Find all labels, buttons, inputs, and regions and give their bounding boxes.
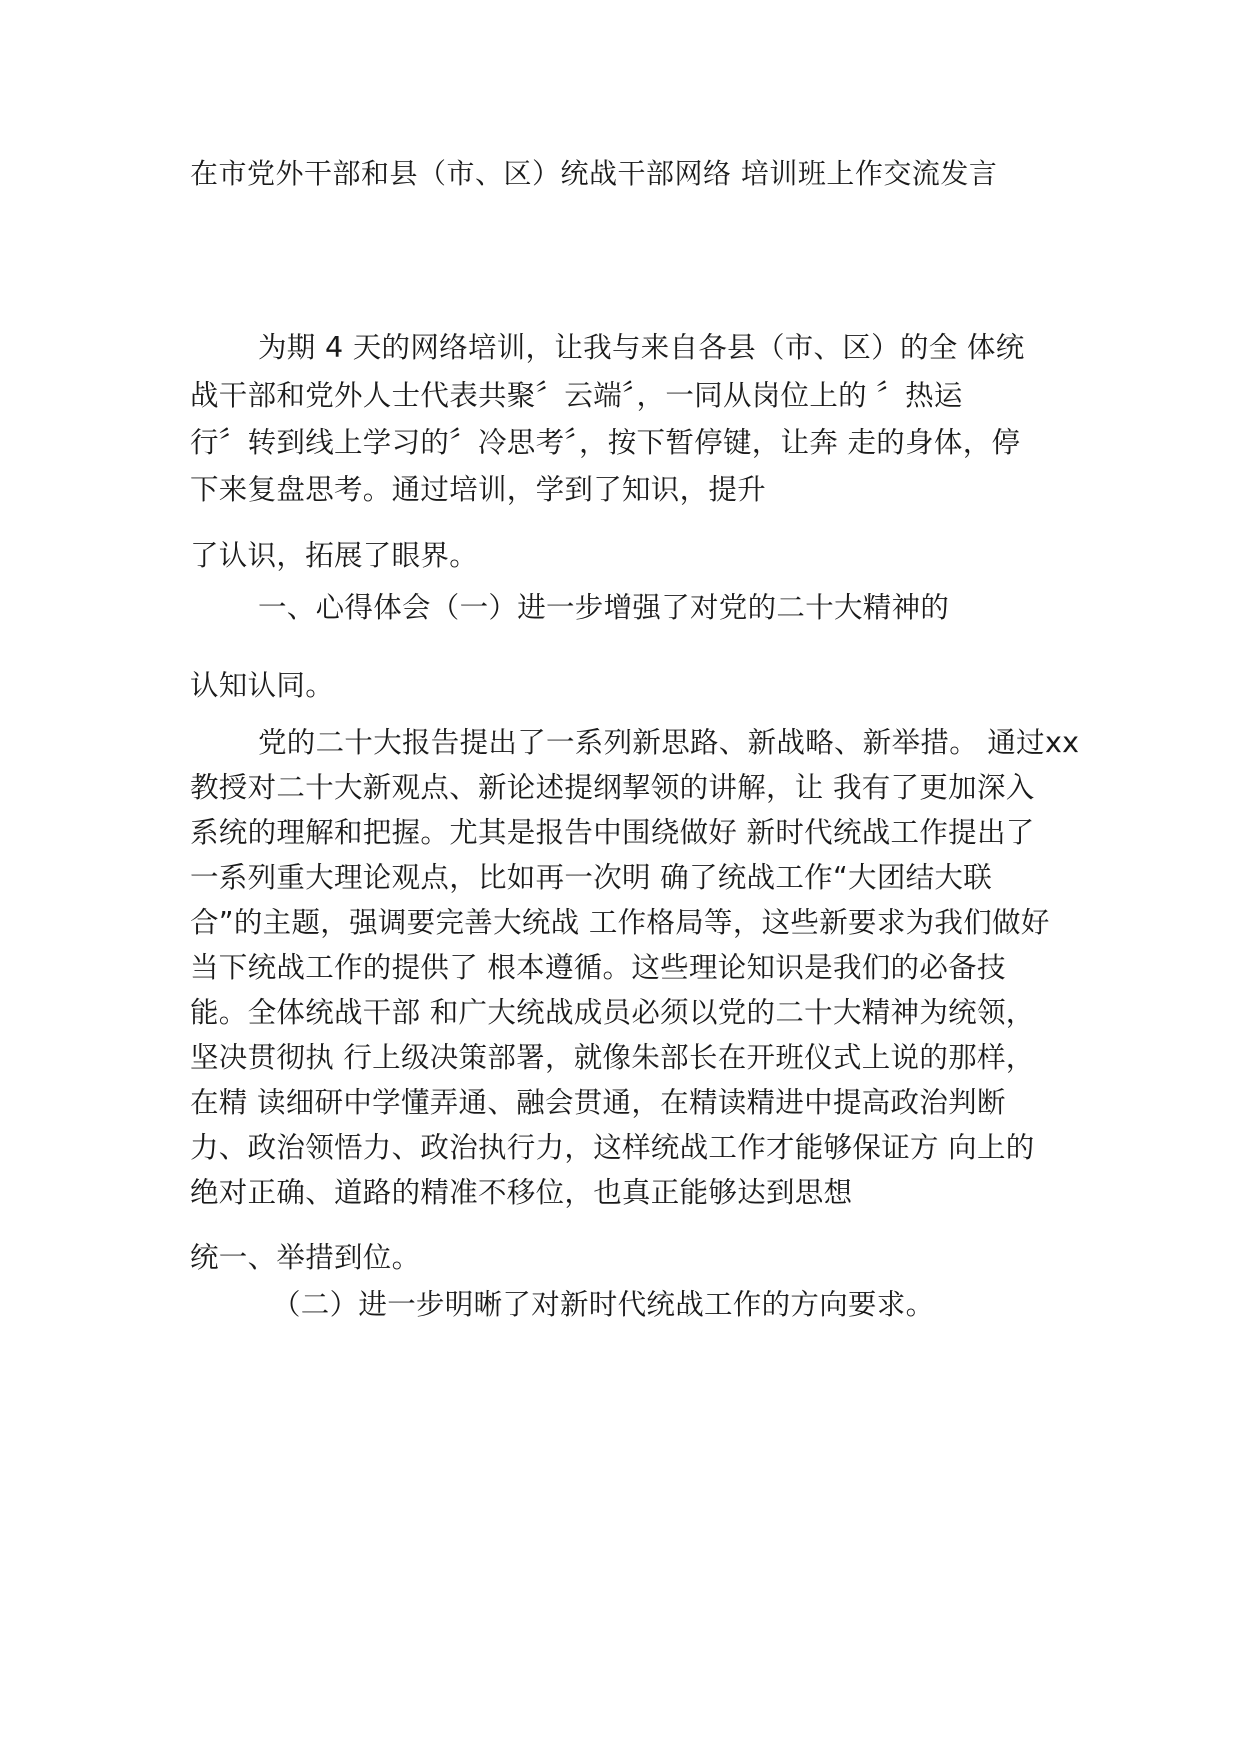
paragraph-line: 一系列重大理论观点，比如再一次明 确了统战工作“大团结大联	[190, 861, 993, 894]
document-title: 在市党外干部和县（市、区）统战干部网络 培训班上作交流发言	[190, 157, 998, 190]
section-heading: （二）进一步明晰了对新时代统战工作的方向要求。	[272, 1288, 935, 1321]
paragraph-line: 党的二十大报告提出了一系列新思路、新战略、新举措。 通过xx	[258, 726, 1080, 759]
paragraph-line: 在精 读细研中学懂弄通、融会贯通，在精读精进中提高政治判断	[190, 1086, 1006, 1119]
paragraph-line: 下来复盘思考。通过培训，学到了知识，提升	[190, 473, 767, 506]
section-heading: 一、心得体会（一）进一步增强了对党的二十大精神的	[258, 591, 950, 624]
paragraph-line: 合”的主题，强调要完善大统战 工作格局等，这些新要求为我们做好	[190, 906, 1050, 939]
paragraph-line: 能。全体统战干部 和广大统战成员必须以党的二十大精神为统领，	[190, 996, 1035, 1029]
paragraph-line: 统一、举措到位。	[190, 1241, 421, 1274]
paragraph-line: 教授对二十大新观点、新论述提纲挈领的讲解，让 我有了更加深入	[190, 771, 1035, 804]
paragraph-line: 当下统战工作的提供了 根本遵循。这些理论知识是我们的必备技	[190, 951, 1006, 984]
paragraph-line: 为期 4 天的网络培训，让我与来自各县（市、区）的全 体统	[258, 331, 1025, 364]
paragraph-line: 绝对正确、道路的精准不移位，也真正能够达到思想	[190, 1176, 853, 1209]
paragraph-line: 认知认同。	[190, 669, 335, 702]
paragraph-line: 力、政治领悟力、政治执行力，这样统战工作才能够保证方 向上的	[190, 1131, 1035, 1164]
paragraph-line: 了认识，拓展了眼界。	[190, 539, 479, 572]
paragraph-line: 战干部和党外人士代表共聚〞云端〞，一同从岗位上的 〞热运	[190, 379, 963, 412]
paragraph-line: 系统的理解和把握。尤其是报告中围绕做好 新时代统战工作提出了	[190, 816, 1035, 849]
paragraph-line: 坚决贯彻执 行上级决策部署，就像朱部长在开班仪式上说的那样，	[190, 1041, 1035, 1074]
paragraph-line: 行〞转到线上学习的〞冷思考〞，按下暂停键，让奔 走的身体，停	[190, 426, 1021, 459]
